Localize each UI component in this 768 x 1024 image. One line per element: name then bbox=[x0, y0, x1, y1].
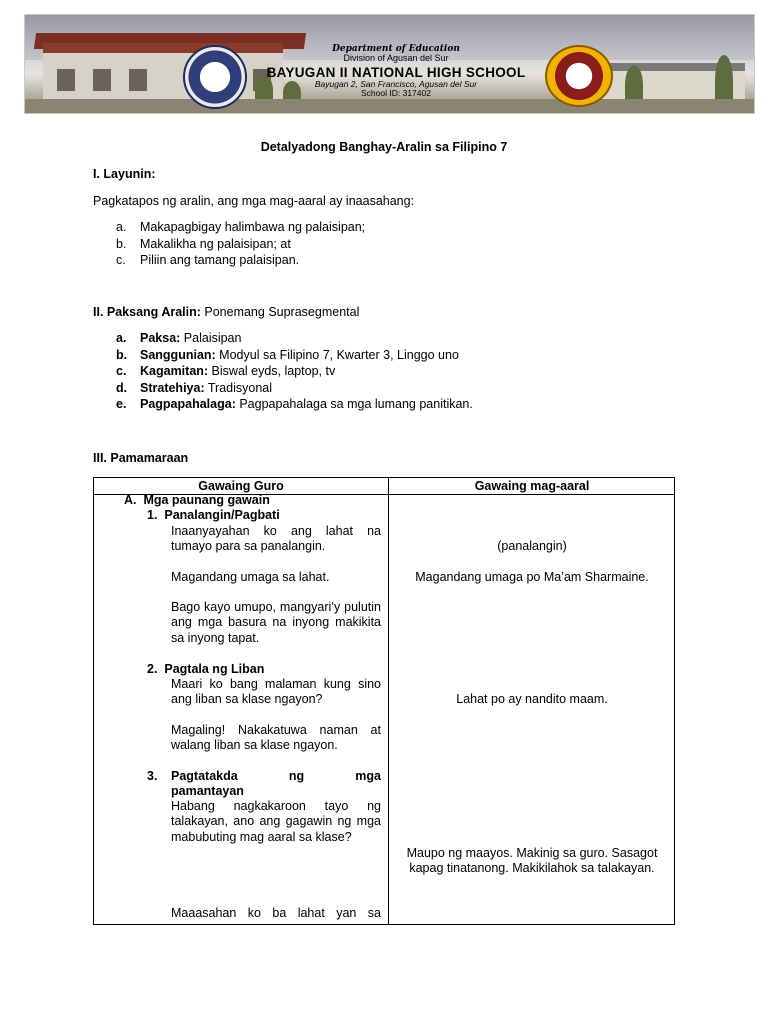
list-marker: e. bbox=[116, 397, 127, 411]
list-item-text: Piliin ang tamang palaisipan. bbox=[140, 253, 300, 267]
list-item-value: Biswal eyds, laptop, tv bbox=[208, 364, 336, 378]
header-department: Department of Education bbox=[332, 44, 460, 54]
header-division: Division of Agusan del Sur bbox=[343, 53, 449, 64]
list-item-label: Stratehiya: bbox=[140, 380, 205, 395]
building-window bbox=[93, 69, 111, 91]
list-marker: b. bbox=[116, 347, 128, 362]
response-standards: Maupo ng maayos. Makinig sa guro. Sasagot kapag tinatanong. Makikilahok sa talakayan. bbox=[406, 846, 658, 876]
school-header-banner bbox=[24, 14, 755, 114]
list-item bbox=[116, 348, 473, 365]
step-3-followup: Maaasahan ko ba lahat yan sa bbox=[171, 906, 381, 920]
list-item-value: Pagpapahalaga sa mga lumang panitikan. bbox=[235, 397, 473, 411]
building-window bbox=[129, 69, 147, 91]
procedure-table bbox=[93, 477, 675, 925]
step-1-reminder: Bago kayo umupo, mangyari’y pulutin ang mga basura na inyong makikita sa inyong tapat. bbox=[171, 600, 381, 645]
header-school-name: BAYUGAN II NATIONAL HIGH SCHOOL bbox=[266, 64, 526, 80]
list-item-value: Palaisipan bbox=[180, 331, 242, 345]
deped-seal-logo bbox=[183, 45, 247, 109]
list-marker: a. bbox=[116, 220, 127, 234]
step-3-question: Habang nagkakaroon tayo ng talakayan, ano ang gagawin ng mga mabubuting mag aaral sa klase? bbox=[171, 799, 381, 844]
step-1-greeting: Magandang umaga sa lahat. bbox=[171, 570, 330, 584]
step-3-title-line1: Pagtatakda ng mga bbox=[171, 769, 381, 783]
header-address: Bayugan 2, San Francisco, Agusan del Sur bbox=[314, 79, 478, 90]
step-3-number: 3. bbox=[147, 769, 158, 783]
school-seal-logo bbox=[545, 45, 613, 107]
step-2-response: Magaling! Nakakatuwa naman at walang liban sa klase ngayon. bbox=[171, 723, 381, 753]
list-item-label: Kagamitan: bbox=[140, 364, 209, 378]
step-2-title: 2. Pagtala ng Liban bbox=[147, 662, 265, 676]
list-marker: a. bbox=[116, 331, 127, 345]
response-attendance: Lahat po ay nandito maam. bbox=[456, 692, 608, 706]
response-greeting: Magandang umaga po Ma’am Sharmaine. bbox=[415, 570, 649, 584]
list-item bbox=[116, 331, 473, 348]
list-item-label: Sanggunian: bbox=[140, 347, 216, 362]
section-heading-paksang-aralin: II. Paksang Aralin: bbox=[93, 305, 201, 319]
list-marker: c. bbox=[116, 253, 126, 267]
step-3-title-line2: pamantayan bbox=[171, 784, 244, 798]
step-1-title: 1. Panalangin/Pagbati bbox=[147, 508, 280, 522]
list-item bbox=[116, 237, 365, 254]
header-text-block bbox=[251, 45, 541, 98]
response-panalangin: (panalangin) bbox=[497, 539, 567, 553]
part-a-heading: A. Mga paunang gawain bbox=[124, 493, 270, 507]
list-item-value: Modyul sa Filipino 7, Kwarter 3, Linggo uno bbox=[215, 347, 459, 362]
building-window bbox=[57, 69, 75, 91]
list-marker: d. bbox=[116, 380, 128, 395]
list-marker: c. bbox=[116, 364, 127, 378]
paksang-aralin-topic: Ponemang Suprasegmental bbox=[200, 305, 360, 319]
list-item-label: Paksa: bbox=[140, 331, 181, 345]
list-marker: b. bbox=[116, 236, 127, 251]
paksang-aralin-list bbox=[116, 331, 473, 414]
step-1-instruction: Inaanyayahan ko ang lahat na tumayo para sa panalangin. bbox=[171, 524, 381, 554]
paksang-aralin-line bbox=[93, 305, 359, 319]
banner-ground bbox=[25, 99, 754, 113]
step-2-question: Maari ko bang malaman kung sino ang liban sa klase ngayon? bbox=[171, 677, 381, 707]
list-item bbox=[116, 397, 473, 414]
list-item bbox=[116, 253, 365, 270]
document-title: Detalyadong Banghay-Aralin sa Filipino 7 bbox=[260, 140, 508, 154]
list-item-text: Makalikha ng palaisipan; at bbox=[140, 236, 291, 251]
palm-tree bbox=[715, 55, 733, 105]
list-item-text: Makapagbigay halimbawa ng palaisipan; bbox=[140, 220, 366, 234]
section-heading-pamamaraan: III. Pamamaraan bbox=[93, 451, 189, 465]
list-item-value: Tradisyonal bbox=[204, 380, 273, 395]
list-item-label: Pagpapahalaga: bbox=[140, 397, 236, 411]
section-heading-layunin: I. Layunin: bbox=[93, 167, 156, 181]
header-school-id: School ID: 317402 bbox=[361, 87, 431, 98]
list-item bbox=[116, 364, 473, 381]
list-item bbox=[116, 220, 365, 237]
layunin-intro: Pagkatapos ng aralin, ang mga mag-aaral ay inaasahang: bbox=[93, 194, 415, 208]
table-header-gawaing-guro: Gawaing Guro bbox=[198, 479, 284, 493]
layunin-list bbox=[116, 220, 365, 270]
list-item bbox=[116, 381, 473, 398]
table-header-gawaing-mag-aaral: Gawaing mag-aaral bbox=[474, 479, 590, 493]
